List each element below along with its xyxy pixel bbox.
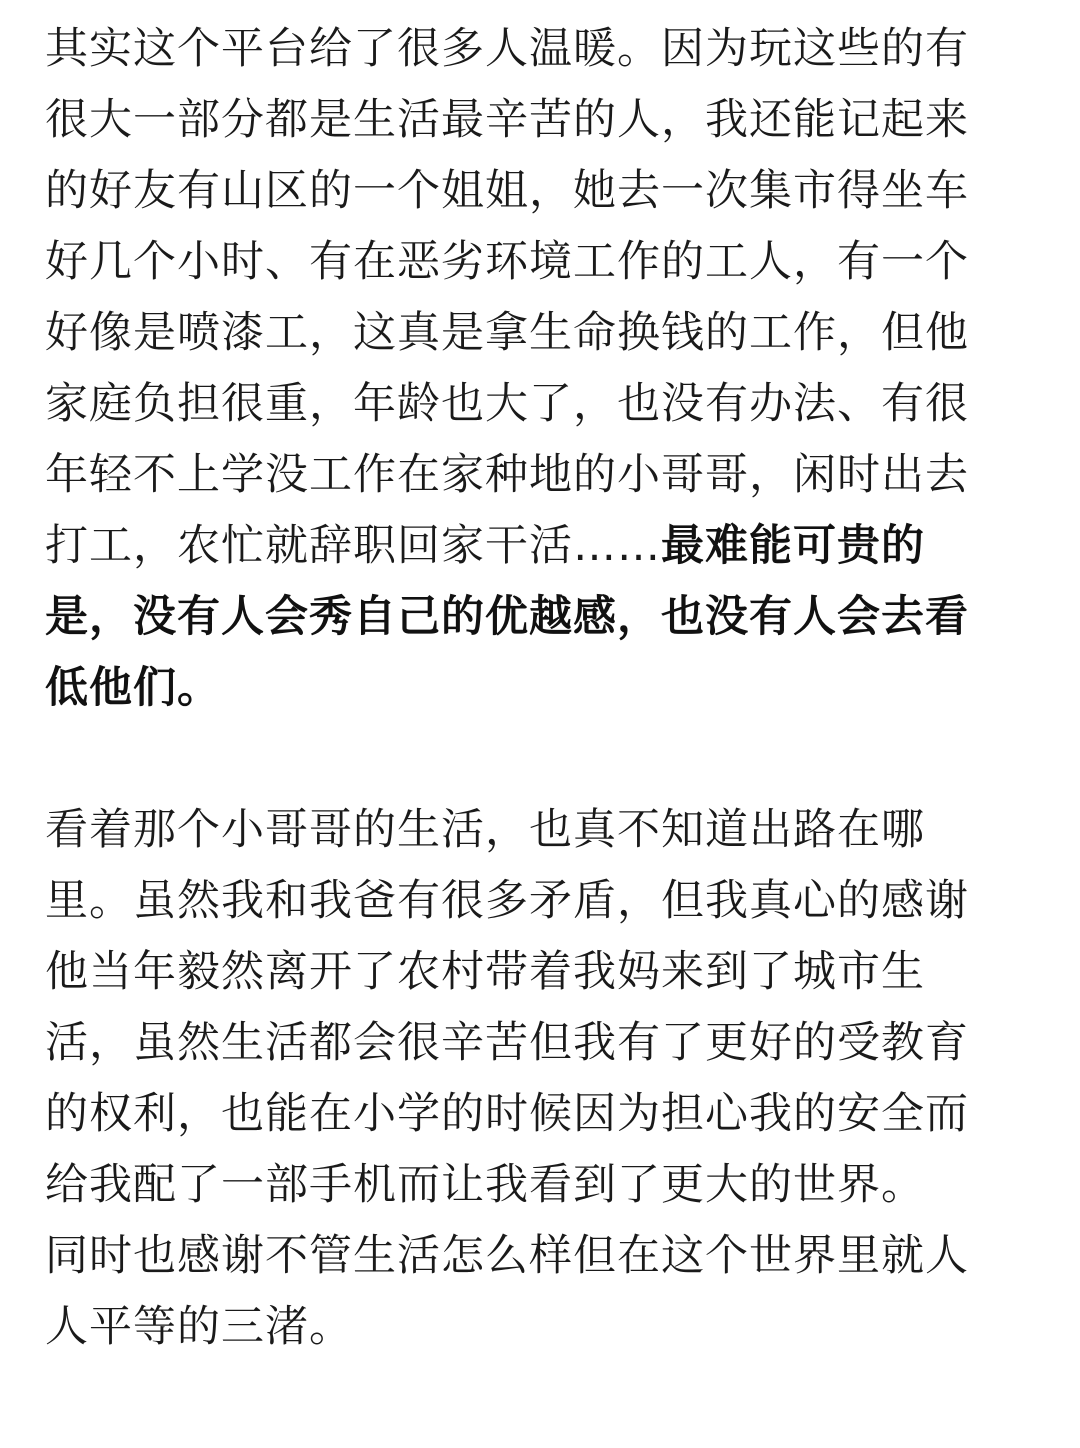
- emphasized-text: 最难能可贵的 是，没有人会秀自己的优越感，也没有人会去看 低他们。: [45, 521, 969, 713]
- paragraph-platform-warmth: [45, 14, 1035, 724]
- paragraph-text: 看着那个小哥哥的生活，也真不知道出路在哪 里。虽然我和我爸有很多矛盾，但我真心的感谢 他当年毅然离开了农村带着我妈来到了城市生 活，虽然生活都会很辛苦但我有了更好的受教育 的权利，也能在小学的时候因为担心我的安全而 给我配了一部手机而让我看到了更大的世界。 同时也感谢不管生活怎么样但在这个世界里就人 人平等的三渚。: [45, 805, 969, 1352]
- paragraph-gratitude: [45, 795, 1035, 1363]
- article-body: [45, 14, 1035, 1363]
- paragraph-text: 其实这个平台给了很多人温暖。因为玩这些的有 很大一部分都是生活最辛苦的人，我还能记起来 的好友有山区的一个姐姐，她去一次集市得坐车 好几个小时、有在恶劣环境工作的工人，有一个 好像是喷漆工，这真是拿生命换钱的工作，但他 家庭负担很重，年龄也大了，也没有办法、有很 年轻不上学没工作在家种地的小哥哥，闲时出去 打工，农忙就辞职回家干活……: [45, 24, 969, 571]
